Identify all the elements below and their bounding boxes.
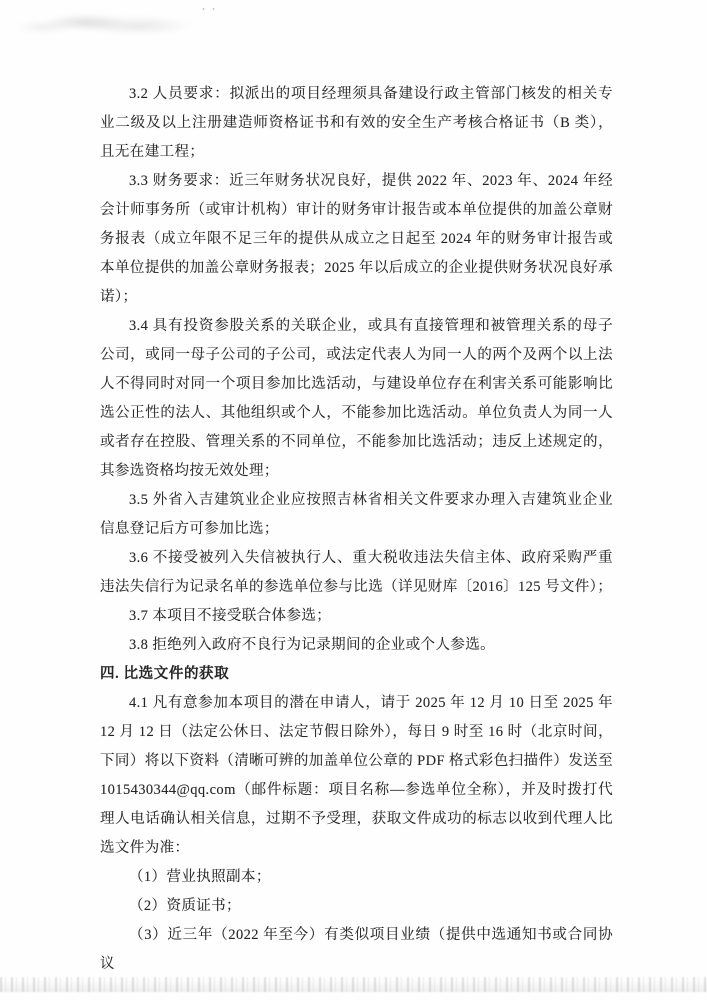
list-item-3: （3）近三年（2022 年至今）有类似项目业绩（提供中选通知书或合同协议 xyxy=(100,927,613,972)
paragraph-clause-4-1: 4.1 凡有意参加本项目的潜在申请人，请于 2025 年 12 月 10 日至 2025 年 12 月 12 日（法定公休日、法定节假日除外），每日 9 时至 16 时（北京时间，下同）将以下资料（清晰可辨的加盖单位公章的 PDF 格式彩色扫描件）发送至 1015430344@qq.com（邮件标题：项目名称—参选单位全称），并及时拨打代理人电话确认相关信息，过期不予受理，获取文件成功的标志以收到代理人比选文件为准： xyxy=(100,695,613,856)
paragraph-clause-3-6: 3.6 不接受被列入失信被执行人、重大税收违法失信主体、政府采购严重违法失信行为记录名单的参选单位参与比选（详见财库〔2016〕125 号文件）； xyxy=(100,550,613,595)
scan-artifact-top-smudge xyxy=(12,8,222,40)
document-content xyxy=(100,80,613,979)
list-item-2: （2）资质证书； xyxy=(129,898,241,914)
scan-artifact-bottom-band xyxy=(0,977,707,992)
list-item-1: （1）营业执照副本； xyxy=(129,869,271,885)
paragraph-clause-3-2: 3.2 人员要求：拟派出的项目经理须具备建设行政主管部门核发的相关专业二级及以上注册建造师资格证书和有效的安全生产考核合格证书（B 类），且无在建工程； xyxy=(100,86,613,160)
scan-artifact-top-dots xyxy=(200,7,218,11)
paragraph-clause-3-7: 3.7 本项目不接受联合体参选； xyxy=(129,608,332,624)
paragraph-clause-3-3: 3.3 财务要求：近三年财务状况良好，提供 2022 年、2023 年、2024 年经会计师事务所（或审计机构）审计的财务审计报告或本单位提供的加盖公章财务报表（成立年限不足三年的提供从成立之日起至 2024 年的财务审计报告或本单位提供的加盖公章财务报表；2025 年以后成立的企业提供财务状况良好承诺）； xyxy=(100,173,613,305)
paragraph-clause-3-4: 3.4 具有投资参股关系的关联企业，或具有直接管理和被管理关系的母子公司，或同一母子公司的子公司，或法定代表人为同一人的两个及两个以上法人不得同时对同一个项目参加比选活动，与建设单位存在利害关系可能影响比选公正性的法人、其他组织或个人，不能参加比选活动。单位负责人为同一人或者存在控股、管理关系的不同单位，不能参加比选活动；违反上述规定的，其参选资格均按无效处理； xyxy=(100,318,613,479)
paragraph-clause-3-8: 3.8 拒绝列入政府不良行为记录期间的企业或个人参选。 xyxy=(129,637,496,653)
section-heading-4: 四. 比选文件的获取 xyxy=(100,666,230,682)
paragraph-clause-3-5: 3.5 外省入吉建筑业企业应按照吉林省相关文件要求办理入吉建筑业企业信息登记后方可参加比选； xyxy=(100,492,613,537)
